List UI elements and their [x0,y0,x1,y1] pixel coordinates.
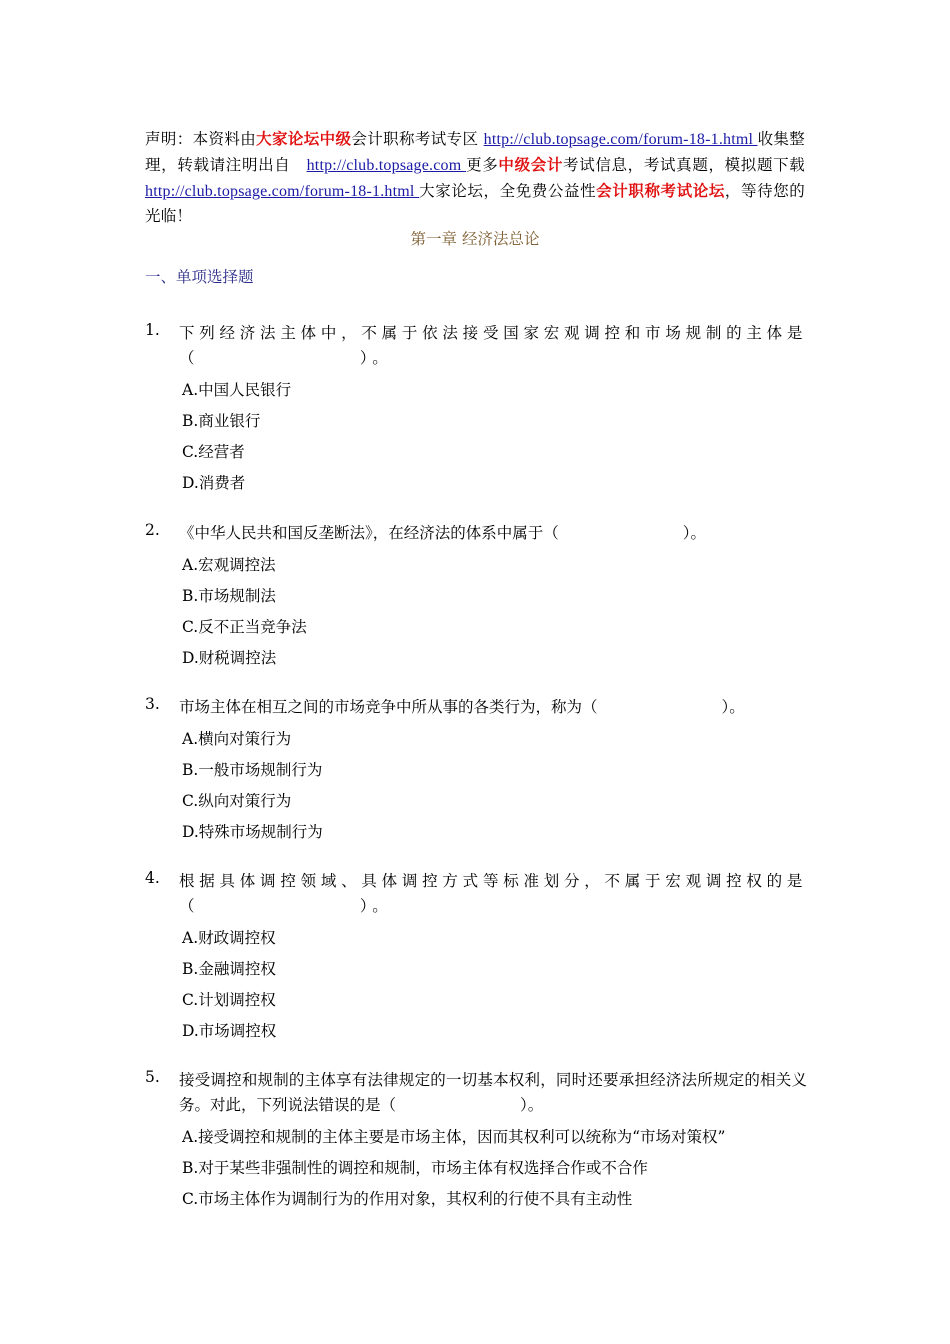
disclaimer-text: ，等待您的光临！ [145,182,805,225]
option-b: B.一般市场规制行为 [182,761,323,779]
option-d: D.财税调控法 [182,649,277,667]
option-c: C.市场主体作为调制行为的作用对象，其权利的行使不具有主动性 [182,1190,633,1208]
section-title: 一、单项选择题 [145,268,254,286]
option-b: B.商业银行 [182,412,261,430]
disclaimer-text: 更多 [466,156,499,174]
question-number: 4. [145,869,160,887]
disclaimer-text: 声明：本资料由 [145,130,257,148]
site-link[interactable]: http://club.topsage.com [306,157,467,174]
disclaimer-text: 会计职称考试专区 [351,130,484,148]
question-4 [145,869,807,1047]
download-link[interactable]: http://club.topsage.com/forum-18-1.html [145,183,420,200]
forum-name-highlight: 会计职称考试论坛 [596,181,725,200]
option-a: A.中国人民银行 [182,381,292,399]
question-3 [145,695,807,848]
question-number: 1. [145,321,160,339]
option-d: D.市场调控权 [182,1022,277,1040]
option-b: B.对于某些非强制性的调控和规制，市场主体有权选择合作或不合作 [182,1159,648,1177]
disclaimer-text: 大家论坛，全免费公益性 [419,182,597,200]
forum-link[interactable]: http://club.topsage.com/forum-18-1.html [483,131,758,148]
option-b: B.市场规制法 [182,587,276,605]
option-a: A.宏观调控法 [182,556,276,574]
question-stem: 市场主体在相互之间的市场竞争中所从事的各类行为，称为（ ）。 [179,698,745,716]
question-number: 2. [145,521,160,539]
disclaimer-text: 考试信息，考试真题，模拟题下载 [563,156,805,174]
option-c: C.反不正当竞争法 [182,618,307,636]
option-c: C.经营者 [182,443,245,461]
question-5 [145,1068,807,1215]
question-number: 5. [145,1068,160,1086]
question-stem: 《中华人民共和国反垄断法》，在经济法的体系中属于（ ）。 [179,524,707,542]
option-d: D.特殊市场规制行为 [182,823,323,841]
question-stem: 下列经济法主体中，不属于依法接受国家宏观调控和市场规制的主体是（ ）。 [179,324,807,367]
disclaimer-paragraph [145,126,805,229]
question-number: 3. [145,695,160,713]
option-d: D.消费者 [182,474,246,492]
option-a: A.财政调控权 [182,929,276,947]
question-2 [145,521,807,674]
option-c: C.计划调控权 [182,991,276,1009]
question-stem: 根据具体调控领域、具体调控方式等标准划分，不属于宏观调控权的是（ ）。 [179,872,807,915]
option-a: A.横向对策行为 [182,730,292,748]
option-c: C.纵向对策行为 [182,792,292,810]
option-b: B.金融调控权 [182,960,276,978]
exam-highlight: 中级会计 [498,155,564,174]
forum-highlight: 大家论坛中级 [256,129,352,148]
disclaimer-text: 收集整理，转载请注明出自 [145,130,806,174]
question-stem: 接受调控和规制的主体享有法律规定的一切基本权利，同时还要承担经济法所规定的相关义务。对此，下列说法错误的是（ ）。 [179,1071,807,1114]
option-a: A.接受调控和规制的主体主要是市场主体，因而其权利可以统称为“市场对策权” [182,1128,726,1146]
question-1 [145,321,807,499]
chapter-title: 第一章 经济法总论 [410,230,540,248]
